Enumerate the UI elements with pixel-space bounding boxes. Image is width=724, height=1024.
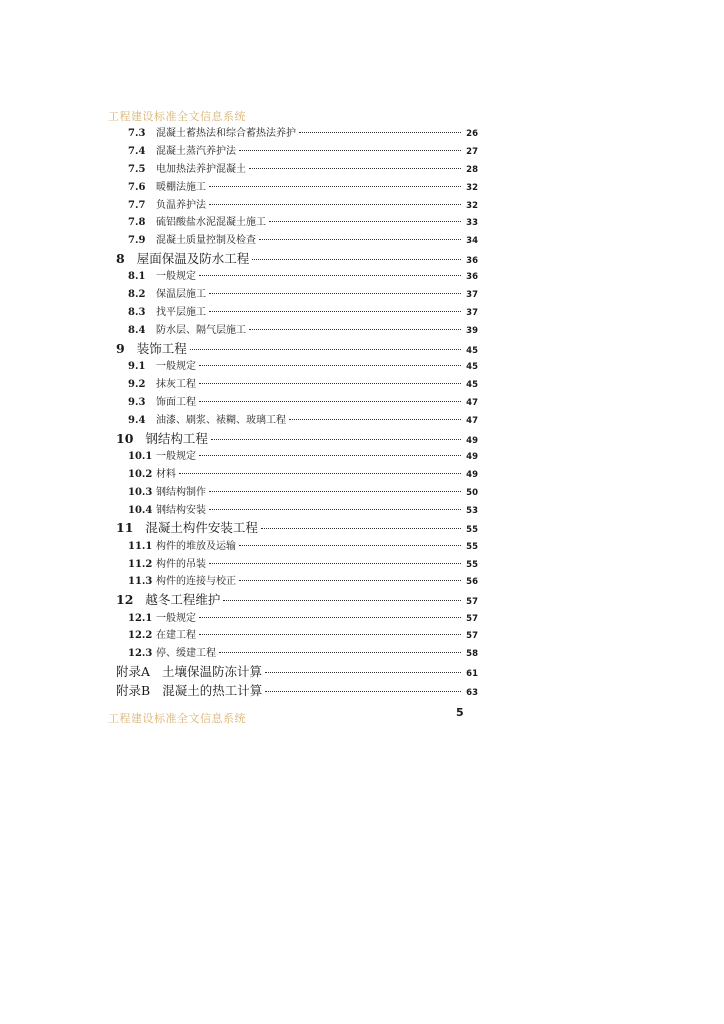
toc-entry-number: 11.1	[128, 540, 153, 552]
toc-entry-page: 45	[466, 380, 478, 391]
dot-leader	[239, 580, 461, 581]
toc-entry[interactable]	[108, 447, 478, 465]
toc-entry-page: 63	[466, 688, 478, 699]
toc-entry-title: 一般规定	[156, 361, 196, 373]
toc-entry-number: 8	[116, 251, 125, 267]
dot-leader	[223, 600, 461, 601]
dot-leader	[199, 401, 461, 402]
toc-entry-number: 10.4	[128, 504, 153, 516]
toc-entry[interactable]	[108, 518, 478, 536]
toc-entry-title: 装饰工程	[136, 340, 187, 356]
toc-entry-title: 屋面保温及防水工程	[136, 251, 250, 267]
toc-entry[interactable]	[108, 267, 478, 285]
toc-entry[interactable]	[108, 231, 478, 249]
toc-entry-number: 8.4	[128, 325, 146, 337]
dot-leader	[252, 259, 461, 260]
dot-leader	[239, 150, 461, 151]
toc-entry-number: 11	[116, 520, 134, 536]
toc-entry-number: 9.3	[128, 396, 146, 408]
toc-entry-title: 找平层施工	[156, 307, 206, 319]
toc-entry-page: 49	[466, 451, 478, 462]
dot-leader	[209, 204, 461, 205]
toc-entry-title: 混凝土的热工计算	[162, 683, 263, 699]
toc-entry-page: 49	[466, 435, 478, 446]
dot-leader	[211, 439, 461, 440]
toc-entry[interactable]	[108, 285, 478, 303]
toc-entry-page: 27	[466, 146, 478, 157]
dot-leader	[199, 455, 461, 456]
toc-entry-number: 10.1	[128, 450, 153, 462]
toc-entry[interactable]	[108, 357, 478, 375]
toc-entry-page: 56	[466, 577, 478, 588]
toc-entry-title: 材料	[156, 468, 176, 480]
toc-entry-title: 一般规定	[156, 271, 196, 283]
toc-entry-page: 49	[466, 469, 478, 480]
toc-entry[interactable]	[108, 662, 478, 681]
dot-leader	[209, 186, 461, 187]
toc-entry[interactable]	[108, 213, 478, 231]
dot-leader	[209, 491, 461, 492]
toc-entry-title: 钢结构安装	[156, 504, 206, 516]
toc-entry-title: 越冬工程维护	[145, 592, 221, 608]
page-number: 5	[456, 706, 464, 719]
toc-entry-title: 在建工程	[156, 630, 196, 642]
dot-leader	[209, 563, 461, 564]
toc-entry-title: 硫铝酸盐水泥混凝土施工	[156, 217, 266, 229]
toc-entry-page: 37	[466, 308, 478, 319]
toc-entry-page: 45	[466, 362, 478, 373]
dot-leader	[199, 365, 461, 366]
toc-entry-page: 61	[466, 669, 478, 680]
toc-entry-number: 9.4	[128, 414, 146, 426]
table-of-contents	[108, 124, 478, 700]
toc-entry-number: 12.2	[128, 630, 153, 642]
dot-leader	[289, 419, 461, 420]
toc-entry-page: 34	[466, 236, 478, 247]
dot-leader	[239, 545, 461, 546]
toc-entry[interactable]	[108, 429, 478, 447]
toc-entry-page: 45	[466, 345, 478, 356]
toc-entry-number: 12.1	[128, 612, 153, 624]
toc-entry-number: 7.9	[128, 235, 146, 247]
toc-entry[interactable]	[108, 339, 478, 357]
toc-entry-title: 混凝土质量控制及检查	[156, 235, 256, 247]
toc-entry-number: 10.3	[128, 486, 153, 498]
toc-entry-number: 9	[116, 340, 125, 356]
toc-entry-title: 构件的吊装	[156, 558, 206, 570]
toc-entry-page: 32	[466, 182, 478, 193]
toc-entry-number: 8.3	[128, 307, 146, 319]
toc-entry[interactable]	[108, 465, 478, 483]
dot-leader	[249, 168, 461, 169]
toc-entry-title: 保温层施工	[156, 289, 206, 301]
toc-entry-number: 11.3	[128, 576, 153, 588]
dot-leader	[199, 634, 461, 635]
dot-leader	[259, 239, 461, 240]
toc-entry-page: 37	[466, 290, 478, 301]
toc-entry-title: 抹灰工程	[156, 379, 196, 391]
toc-entry-number: 12	[116, 592, 134, 608]
toc-entry-number: 7.8	[128, 217, 146, 229]
toc-entry-number: 7.7	[128, 199, 146, 211]
toc-entry-title: 防水层、隔气层施工	[156, 325, 246, 337]
toc-entry-title: 饰面工程	[156, 396, 196, 408]
toc-entry-page: 47	[466, 397, 478, 408]
toc-entry-title: 一般规定	[156, 450, 196, 462]
toc-entry-title: 构件的堆放及运输	[156, 540, 236, 552]
toc-entry-page: 57	[466, 631, 478, 642]
toc-entry-page: 57	[466, 613, 478, 624]
toc-entry[interactable]	[108, 249, 478, 267]
toc-entry-page: 36	[466, 256, 478, 267]
toc-entry-title: 混凝土蒸汽养护法	[156, 145, 236, 157]
toc-entry[interactable]	[108, 160, 478, 178]
toc-entry-number: 11.2	[128, 558, 153, 570]
toc-entry-number: 10	[116, 430, 134, 446]
dot-leader	[209, 293, 461, 294]
toc-entry-page: 33	[466, 218, 478, 229]
toc-entry-page: 55	[466, 525, 478, 536]
watermark-bottom: 工程建设标准全文信息系统	[108, 712, 246, 725]
dot-leader	[261, 528, 461, 529]
toc-entry[interactable]	[108, 303, 478, 321]
toc-entry-title: 混凝土蓄热法和综合蓄热法养护	[156, 128, 296, 139]
toc-entry-number: 附录A	[116, 664, 151, 680]
toc-entry[interactable]	[108, 411, 478, 429]
toc-entry-title: 构件的连接与校正	[156, 576, 236, 588]
dot-leader	[179, 473, 461, 474]
toc-entry[interactable]	[108, 321, 478, 339]
toc-entry-page: 53	[466, 505, 478, 516]
toc-entry-title: 钢结构制作	[156, 486, 206, 498]
toc-entry-title: 暖棚法施工	[156, 181, 206, 193]
toc-entry[interactable]	[108, 572, 478, 590]
toc-entry-number: 10.2	[128, 468, 153, 480]
dot-leader	[219, 652, 461, 653]
toc-entry[interactable]	[108, 483, 478, 501]
toc-entry[interactable]	[108, 537, 478, 555]
toc-entry[interactable]	[108, 375, 478, 393]
toc-entry-page: 39	[466, 326, 478, 337]
toc-entry-page: 55	[466, 559, 478, 570]
dot-leader	[209, 311, 461, 312]
dot-leader	[190, 349, 461, 350]
toc-entry[interactable]	[108, 196, 478, 214]
toc-entry[interactable]	[108, 501, 478, 519]
dot-leader	[199, 383, 461, 384]
dot-leader	[199, 275, 461, 276]
toc-entry[interactable]	[108, 555, 478, 573]
toc-entry[interactable]	[108, 681, 478, 700]
dot-leader	[299, 132, 461, 133]
toc-entry[interactable]	[108, 644, 478, 662]
toc-entry[interactable]	[108, 124, 478, 142]
dot-leader	[199, 617, 461, 618]
toc-entry[interactable]	[108, 609, 478, 627]
watermark-top: 工程建设标准全文信息系统	[108, 110, 246, 123]
toc-entry-number: 附录B	[116, 683, 151, 699]
dot-leader	[265, 691, 461, 692]
toc-entry[interactable]	[108, 590, 478, 608]
toc-entry-title: 停、缓建工程	[156, 648, 216, 660]
toc-entry-title: 电加热法养护混凝土	[156, 163, 246, 175]
dot-leader	[265, 672, 461, 673]
toc-entry-number: 7.6	[128, 181, 146, 193]
toc-entry[interactable]	[108, 393, 478, 411]
dot-leader	[209, 509, 461, 510]
toc-entry-number: 8.1	[128, 271, 146, 283]
toc-entry-number: 9.2	[128, 379, 146, 391]
dot-leader	[249, 329, 461, 330]
toc-entry-page: 50	[466, 487, 478, 498]
toc-entry-title: 一般规定	[156, 612, 196, 624]
toc-entry-number: 12.3	[128, 648, 153, 660]
toc-entry-page: 55	[466, 541, 478, 552]
toc-entry-title: 土壤保温防冻计算	[162, 664, 263, 680]
toc-entry-number: 7.3	[128, 128, 146, 139]
toc-entry-page: 28	[466, 164, 478, 175]
toc-entry-page: 47	[466, 415, 478, 426]
toc-entry-number: 8.2	[128, 289, 146, 301]
toc-entry-title: 钢结构工程	[145, 430, 208, 446]
toc-entry-number: 7.5	[128, 163, 146, 175]
toc-entry-page: 57	[466, 597, 478, 608]
toc-entry-page: 58	[466, 649, 478, 660]
dot-leader	[269, 221, 461, 222]
toc-entry-page: 36	[466, 272, 478, 283]
toc-entry[interactable]	[108, 142, 478, 160]
toc-entry[interactable]	[108, 178, 478, 196]
toc-entry-number: 7.4	[128, 145, 146, 157]
toc-entry-title: 油漆、刷浆、裱糊、玻璃工程	[156, 414, 286, 426]
toc-entry-page: 26	[466, 129, 478, 139]
toc-entry[interactable]	[108, 626, 478, 644]
toc-entry-title: 混凝土构件安装工程	[145, 520, 258, 536]
toc-entry-page: 32	[466, 200, 478, 211]
toc-entry-number: 9.1	[128, 361, 146, 373]
toc-entry-title: 负温养护法	[156, 199, 206, 211]
